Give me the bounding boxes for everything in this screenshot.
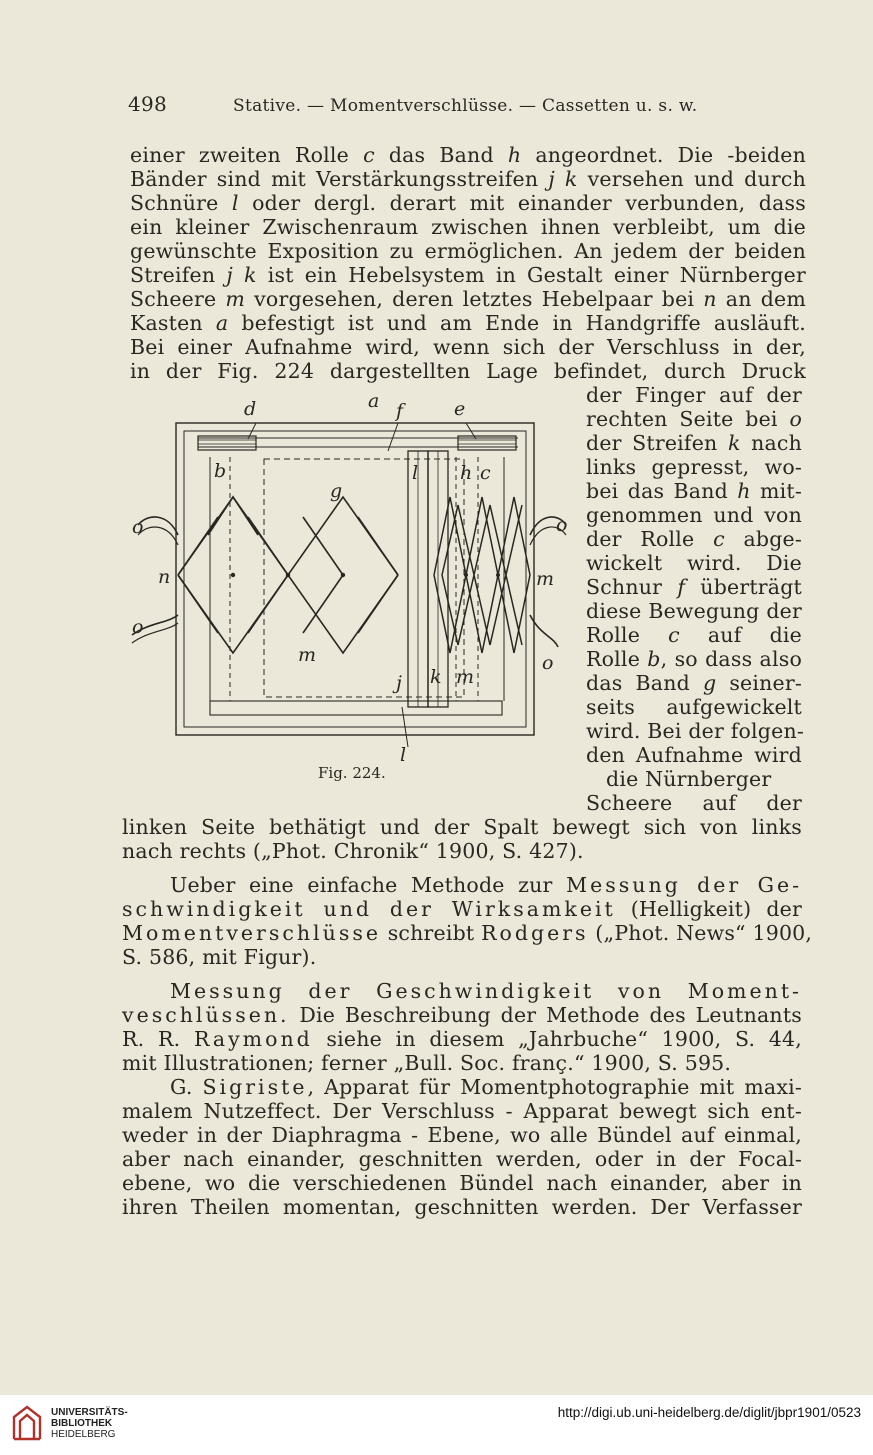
text-line: R. R. Raymond siehe in diesem „Jahrbuche“ 1900, S. 44,: [122, 1027, 802, 1051]
text-line: Bänder sind mit Verstärkungsstreifen j k versehen und durch: [130, 167, 806, 191]
fig-label-g: g: [330, 480, 343, 502]
fig-label-c: c: [480, 462, 491, 484]
page-number: 498: [128, 92, 168, 116]
viewer-footer: [0, 1395, 873, 1455]
text-line: das Band g seiner-: [586, 671, 803, 695]
text-line: links gepresst, wo-: [586, 455, 802, 479]
text-line: malem Nutzeffect. Der Verschluss - Apparat bewegt sich ent-: [122, 1099, 802, 1123]
fig-label-o-left-top: o: [132, 516, 144, 538]
fig-label-o-right-bottom: o: [542, 652, 554, 674]
text-line: Kasten a befestigt ist und am Ende in Handgriffe ausläuft.: [130, 311, 806, 335]
text-line: nach rechts („Phot. Chronik“ 1900, S. 427).: [122, 839, 584, 863]
text-line: der Finger auf der: [586, 383, 802, 407]
text-line: Bei einer Aufnahme wird, wenn sich der Verschluss in der,: [130, 335, 806, 359]
running-title: Stative. — Momentverschlüsse. — Cassetten u. s. w.: [233, 96, 698, 116]
fig-label-m-right: m: [536, 568, 555, 590]
text-line: Schnur f überträgt: [586, 575, 802, 599]
text-line: ihren Theilen momentan, geschnitten werden. Der Verfasser: [122, 1195, 802, 1219]
text-line: Rolle c auf die: [586, 623, 802, 647]
text-line: G. Sigriste, Apparat für Momentphotographie mit maxi-: [170, 1075, 802, 1099]
text-line: die Nürnberger: [606, 767, 772, 791]
text-line: Scheere m vorgesehen, deren letztes Hebelpaar bei n an dem: [130, 287, 806, 311]
text-line: bei das Band h mit-: [586, 479, 802, 503]
text-line: weder in der Diaphragma - Ebene, wo alle Bündel auf einmal,: [122, 1123, 802, 1147]
text-line: ebene, wo die verschiedenen Bündel nach einander, aber in: [122, 1171, 802, 1195]
source-url-link[interactable]: http://digi.ub.uni-heidelberg.de/diglit/jbpr1901/0523: [557, 1405, 861, 1420]
text-line: wird. Bei der folgen-: [586, 719, 804, 743]
fig-label-o-right-top: o: [556, 514, 568, 536]
handle-left-top: [138, 517, 178, 535]
text-line: seits aufgewickelt: [586, 695, 802, 719]
fig-label-n: n: [158, 566, 171, 588]
library-logo-text: UNIVERSITÄTS- BIBLIOTHEK HEIDELBERG: [51, 1407, 128, 1440]
text-line: gewünschte Exposition zu ermöglichen. An jedem der beiden: [130, 239, 806, 263]
text-line: der Streifen k nach: [586, 431, 802, 455]
text-line: in der Fig. 224 dargestellten Lage befindet, durch Druck: [130, 359, 806, 383]
fig-label-j: j: [396, 672, 402, 694]
fig-label-e: e: [454, 398, 466, 420]
library-logo-icon: [10, 1403, 44, 1443]
figure-caption: Fig. 224.: [318, 764, 386, 782]
running-header: [128, 94, 808, 124]
text-line: ein kleiner Zwischenraum zwischen ihnen verbleibt, um die: [130, 215, 806, 239]
shutter-diagram: [118, 385, 578, 765]
fig-label-l-bottom: l: [400, 744, 407, 765]
text-line: der Rolle c abge-: [586, 527, 802, 551]
roller-bottom: [210, 701, 502, 715]
text-line: genommen und von: [586, 503, 802, 527]
text-line: Messung der Geschwindigkeit von Moment-: [170, 979, 802, 1003]
fig-label-m-left: m: [298, 644, 317, 666]
fig-label-m-mid: m: [456, 666, 475, 688]
fig-label-o-left-bottom: o: [132, 616, 144, 638]
fig-label-k: k: [430, 666, 442, 688]
text-line: den Aufnahme wird: [586, 743, 802, 767]
fig-label-l: l: [412, 462, 419, 484]
text-line: linken Seite bethätigt und der Spalt bewegt sich von links: [122, 815, 802, 839]
text-line: veschlüssen. Die Beschreibung der Methode des Leutnants: [122, 1003, 802, 1027]
fig-label-a: a: [368, 390, 380, 412]
text-line: Rolle b, so dass also: [586, 647, 802, 671]
text-line: Ueber eine einfache Methode zur Messung der Ge-: [170, 873, 803, 897]
text-line: Schnüre l oder dergl. derart mit einander verbunden, dass: [130, 191, 806, 215]
text-line: rechten Seite bei o: [586, 407, 802, 431]
fig-label-b: b: [214, 460, 227, 482]
text-line: Scheere auf der: [586, 791, 802, 815]
fig-label-d: d: [244, 398, 257, 420]
fig-label-f: f: [396, 400, 404, 422]
text-line: S. 586, mit Figur).: [122, 945, 317, 969]
text-line: wickelt wird. Die: [586, 551, 802, 575]
text-line: Streifen j k ist ein Hebelsystem in Gestalt einer Nürnberger: [130, 263, 806, 287]
text-line: Momentverschlüsse schreibt Rodgers („Phot. News“ 1900,: [122, 921, 813, 945]
text-line: einer zweiten Rolle c das Band h angeordnet. Die -beiden: [130, 143, 807, 167]
text-line: diese Bewegung der: [586, 599, 802, 623]
text-line: schwindigkeit und der Wirksamkeit (Helligkeit) der: [122, 897, 803, 921]
text-line: aber nach einander, geschnitten werden, oder in der Focal-: [122, 1147, 802, 1171]
fig-label-h: h: [460, 462, 473, 484]
text-line: mit Illustrationen; ferner „Bull. Soc. franç.“ 1900, S. 595.: [122, 1051, 732, 1075]
